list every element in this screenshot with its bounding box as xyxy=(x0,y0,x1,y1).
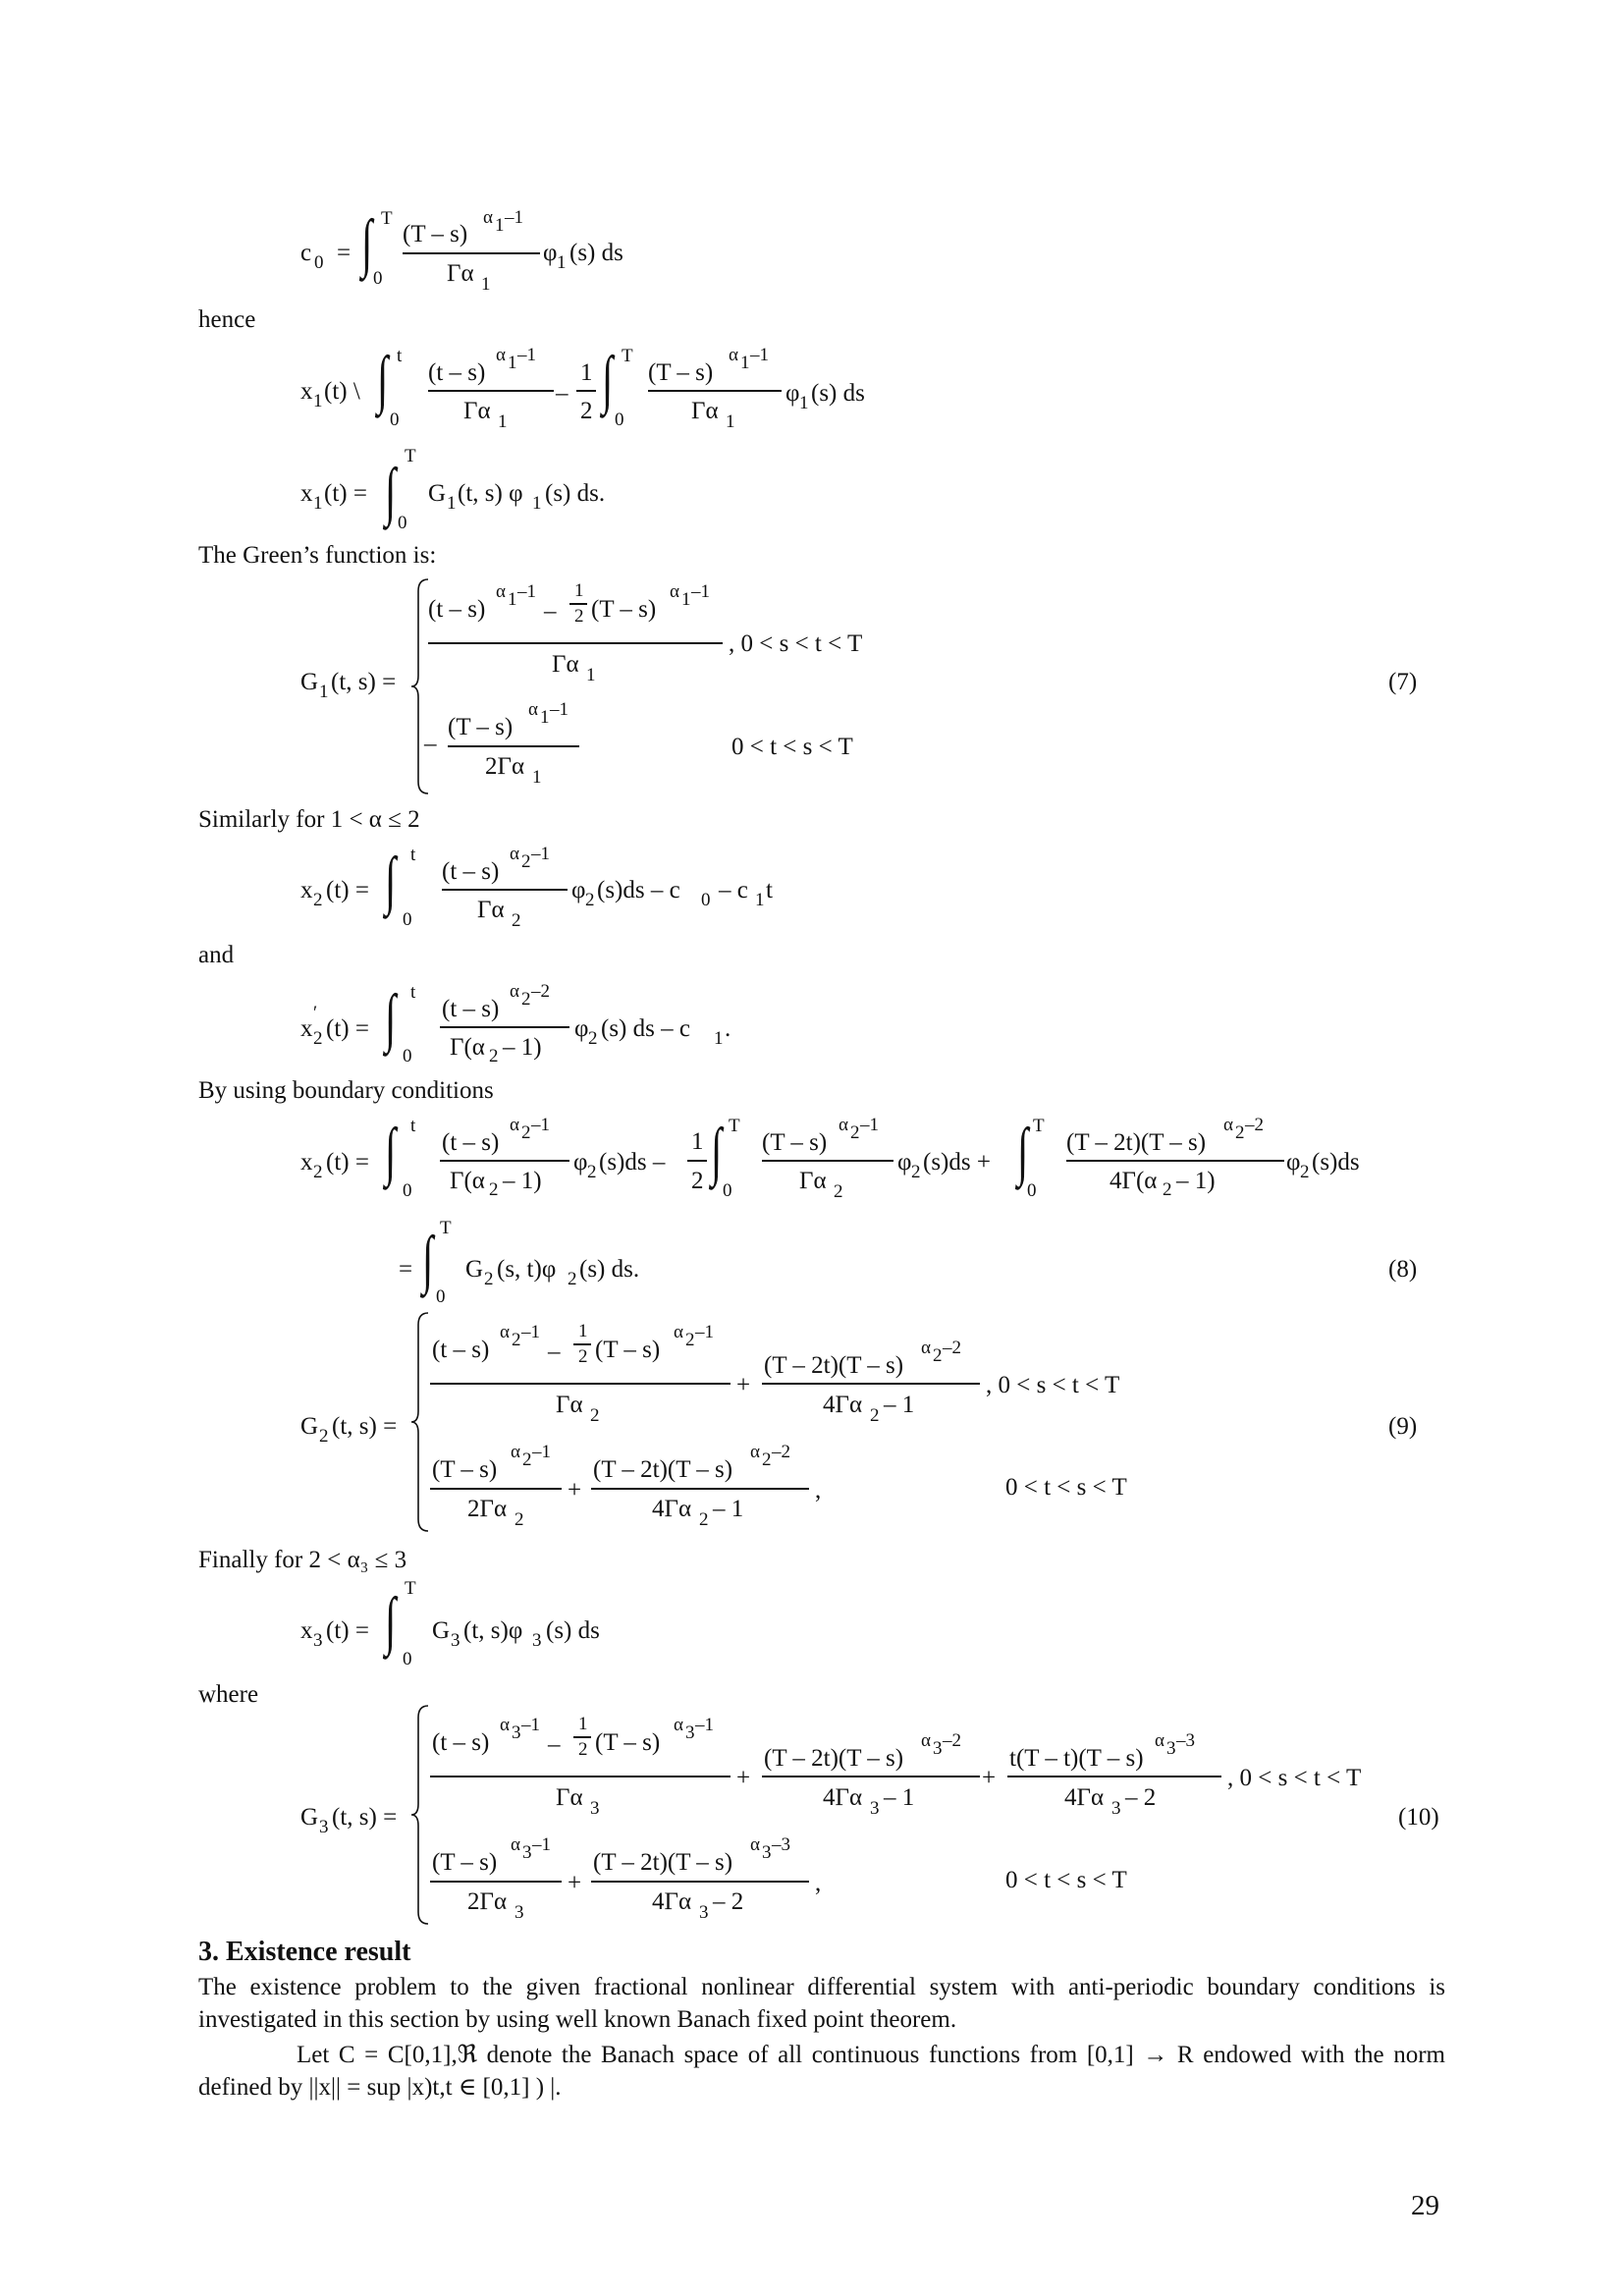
text-similarly: Similarly for 1 < α ≤ 2 xyxy=(198,806,420,833)
text-and: and xyxy=(198,942,235,968)
text-hence: hence xyxy=(198,306,256,333)
eq-number-10: (10) xyxy=(1398,1804,1439,1831)
text-greens-intro: The Green’s function is: xyxy=(198,542,437,569)
eq-number-8: (8) xyxy=(1388,1256,1418,1283)
text-finally: Finally for 2 < α₃ ≤ 3 xyxy=(198,1547,407,1573)
paragraph-2: Let C = C[0,1],ℜ denote the Banach space of all continuous functions from [0,1] → R endowed with the norm defined by ||x|| = sup |x)t,t ∈ [0,1] ) |. xyxy=(198,2042,1445,2101)
page-number: 29 xyxy=(1411,2190,1439,2221)
text-boundary: By using boundary conditions xyxy=(198,1077,494,1104)
paragraph-1: The existence problem to the given fractional nonlinear differential system with anti-periodic boundary conditions is investigated in this section by using well known Banach fixed point theorem. xyxy=(198,1974,1445,2033)
eq-number-9: (9) xyxy=(1388,1413,1418,1440)
section-heading: 3. Existence result xyxy=(198,1937,411,1967)
eq-number-7: (7) xyxy=(1388,669,1418,695)
text-where: where xyxy=(198,1681,259,1708)
